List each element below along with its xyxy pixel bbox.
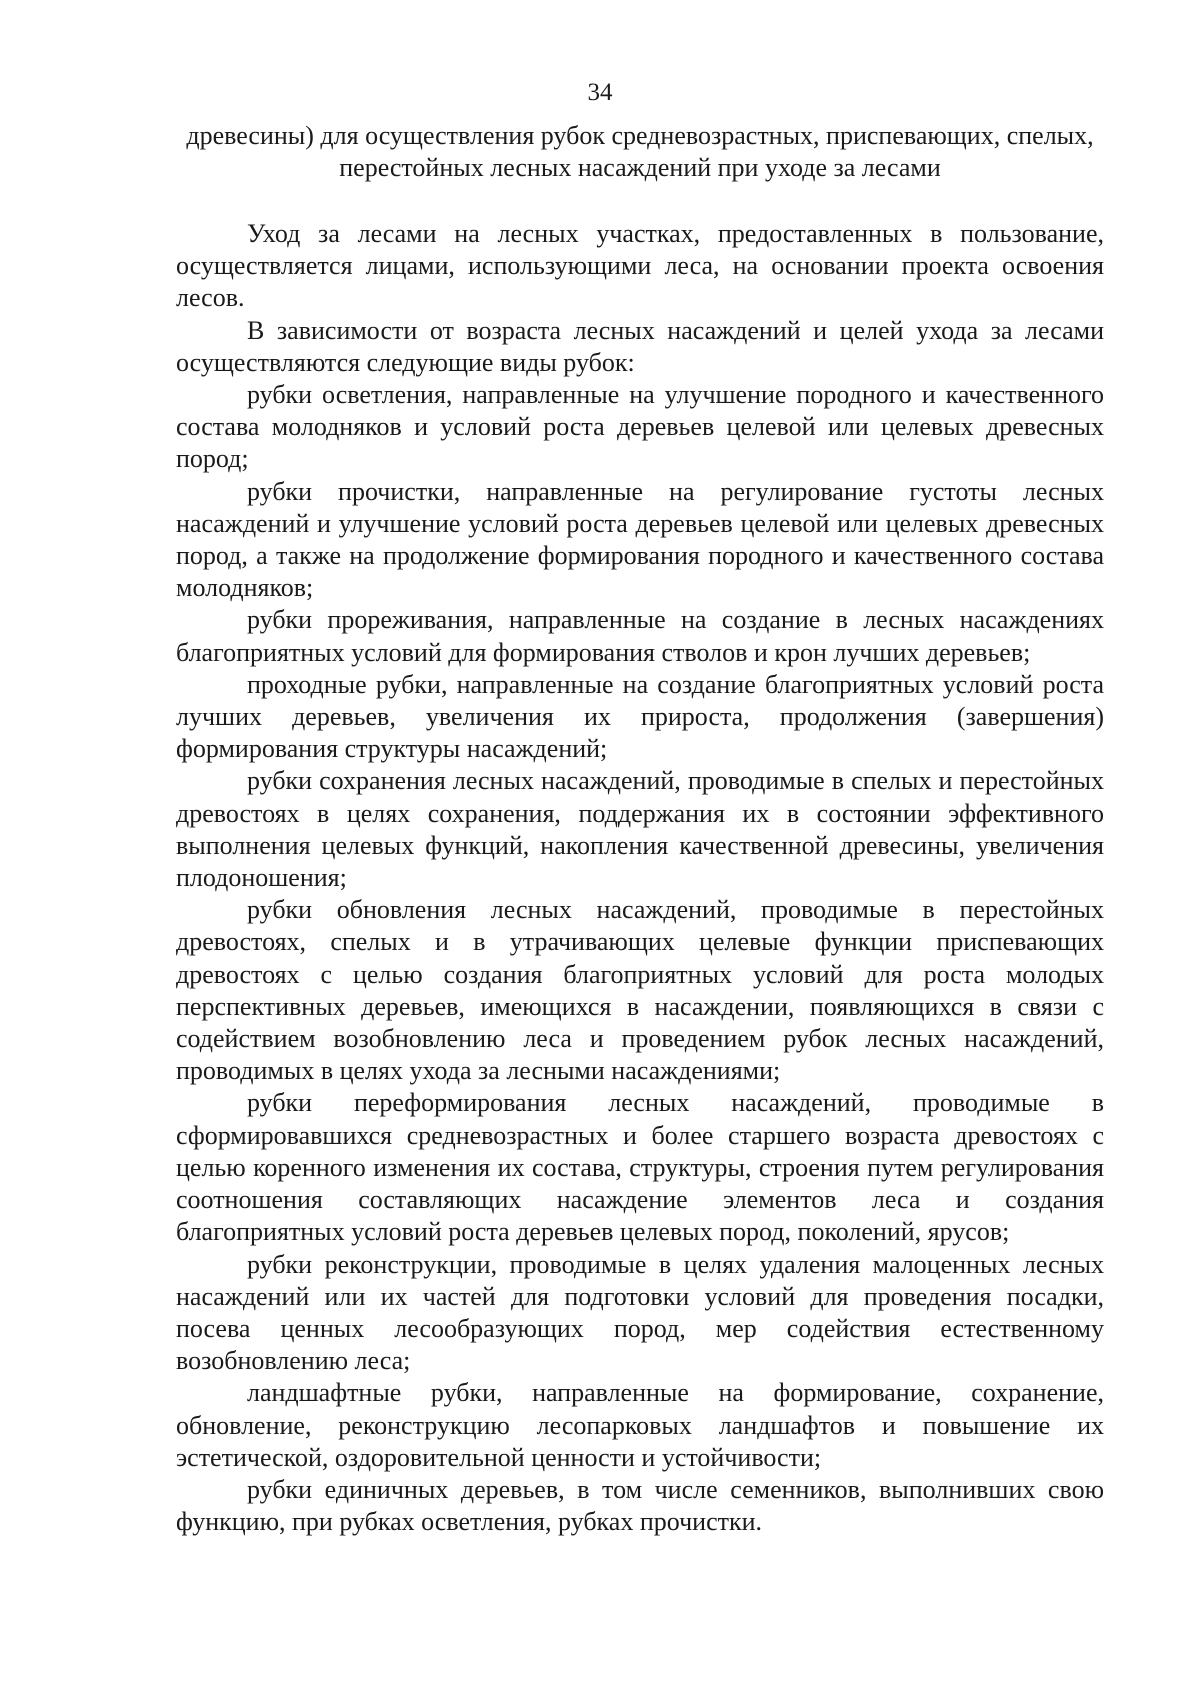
paragraph: рубки прореживания, направленные на создание в лесных насаждениях благоприятных условий для формирования стволов и крон лучших деревьев;	[176, 605, 1104, 667]
paragraph: ландшафтные рубки, направленные на формирование, сохранение, обновление, реконструкцию лесопарковых ландшафтов и повышение их эстетической, оздоровительной ценности и устойчивости;	[176, 1378, 1104, 1472]
paragraph: рубки единичных деревьев, в том числе семенников, выполнивших свою функцию, при рубках осветления, рубках прочистки.	[176, 1474, 1104, 1537]
paragraph: рубки обновления лесных насаждений, проводимые в перестойных древостоях, спелых и в утрачивающих целевые функции приспевающих древостоях с целью создания благоприятных условий для роста молодых перспективных деревьев, имеющихся в насаждении, появляющихся в связи с содействием возобновлению леса и проведением рубок лесных насаждений, проводимых в целях ухода за лесными насаждениями;	[176, 895, 1104, 1086]
paragraph: рубки прочистки, направленные на регулирование густоты лесных насаждений и улучшение условий роста деревьев целевой или целевых древесных пород, а также на продолжение формирования породного и качественного состава молодняков;	[176, 476, 1104, 603]
paragraph: рубки сохранения лесных насаждений, проводимые в спелых и перестойных древостоях в целях сохранения, поддержания их в состоянии эффективного выполнения целевых функций, накопления качественной древесины, увеличения плодоношения;	[176, 766, 1104, 893]
page-number: 34	[587, 79, 613, 106]
paragraph: проходные рубки, направленные на создание благоприятных условий роста лучших деревьев, увеличения их прироста, продолжения (завершения) формирования структуры насаждений;	[176, 669, 1104, 764]
paragraph: рубки реконструкции, проводимые в целях удаления малоценных лесных насаждений или их частей для подготовки условий для проведения посадки, посева ценных лесообразующих пород, мер содействия естественному возобновлению леса;	[176, 1249, 1104, 1376]
section-heading: древесины) для осуществления рубок средневозрастных, приспевающих, спелых, перестойных лесных насаждений при уходе за лесами	[186, 121, 1094, 182]
paragraph: рубки переформирования лесных насаждений, проводимые в сформировавшихся средневозрастных и более старшего возраста древостоях с целью коренного изменения их состава, структуры, строения путем регулирования соотношения составляющих насаждение элементов леса и создания благоприятных условий роста деревьев целевых пород, поколений, ярусов;	[176, 1088, 1104, 1247]
paragraph: Уход за лесами на лесных участках, предоставленных в пользование, осуществляется лицами, использующими леса, на основании проекта освоения лесов.	[176, 219, 1104, 313]
paragraph: В зависимости от возраста лесных насаждений и целей ухода за лесами осуществляются следующие виды рубок:	[176, 315, 1104, 377]
body-text	[176, 218, 1104, 1538]
paragraph: рубки осветления, направленные на улучшение породного и качественного состава молодняков и условий роста деревьев целевой или целевых древесных пород;	[176, 380, 1104, 474]
